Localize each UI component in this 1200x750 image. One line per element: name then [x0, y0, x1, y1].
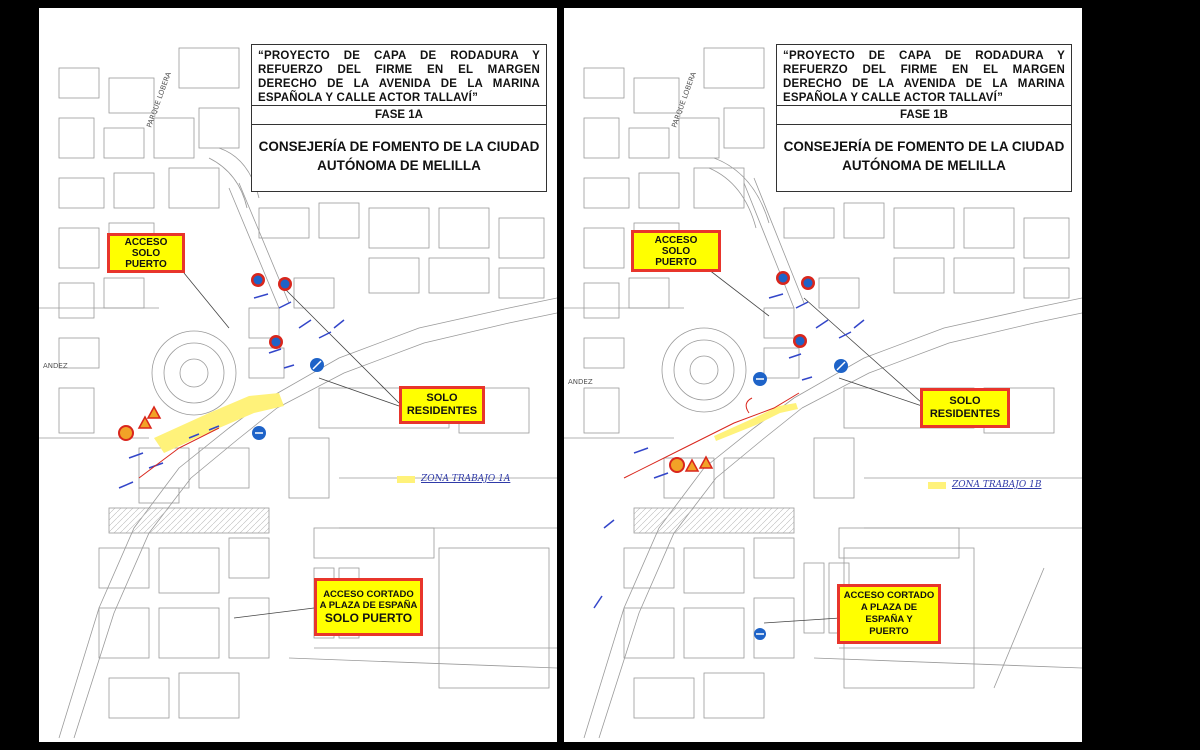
- agency-name: [252, 125, 546, 175]
- callout-port-access: [631, 230, 721, 272]
- work-zone-swatch: [928, 482, 946, 489]
- agency-name: [777, 125, 1071, 175]
- callout-text: SOLO: [949, 395, 981, 407]
- roadworks-warning-sign-icon: [670, 457, 712, 472]
- work-zone-legend: [928, 480, 1041, 490]
- work-zone-area: [714, 403, 798, 441]
- callout-residents-only: [399, 386, 485, 424]
- closure-line: [624, 393, 799, 478]
- callout-text: ESPAÑA Y: [865, 614, 913, 625]
- work-zone-area: [154, 393, 284, 453]
- map-panel-fase-1a: [39, 8, 557, 742]
- street-label: ANDEZ: [43, 362, 68, 370]
- map-panel-fase-1b: [564, 8, 1082, 742]
- callout-text: RESIDENTES: [929, 408, 1001, 420]
- street-label: PARQUE LOBERA: [145, 71, 173, 129]
- callout-text: RESIDENTES: [406, 405, 478, 417]
- callout-plaza-closed: [314, 578, 423, 636]
- title-block: [776, 44, 1072, 192]
- roadworks-warning-sign-icon: [119, 407, 160, 440]
- callout-text: SOLO: [661, 245, 691, 257]
- street-label: PARQUE LOBERA: [670, 71, 698, 129]
- work-zone-legend: [397, 474, 510, 484]
- agency-line-1: CONSEJERÍA DE FOMENTO DE LA CIUDAD: [258, 139, 540, 154]
- work-zone-label: ZONA TRABAJO 1A: [421, 474, 511, 484]
- agency-line-2: AUTÓNOMA DE MELILLA: [317, 158, 481, 173]
- callout-plaza-closed: [837, 584, 941, 644]
- phase-label: FASE 1A: [252, 105, 546, 125]
- callout-pointers: [704, 266, 922, 623]
- callout-text: ACCESO CORTADO: [843, 590, 935, 601]
- callout-port-access: [107, 233, 185, 273]
- callout-text: PUERTO: [655, 256, 697, 268]
- callout-text: SOLO: [131, 247, 161, 259]
- callout-text: ACCESO: [124, 236, 168, 248]
- work-zone-swatch: [397, 476, 415, 483]
- closure-line: [746, 398, 752, 413]
- callout-residents-only: [920, 388, 1010, 428]
- traffic-flow-arrows: [594, 294, 864, 608]
- title-block: [251, 44, 547, 192]
- callout-text: ACCESO: [654, 234, 698, 246]
- callout-text: SOLO: [426, 392, 458, 404]
- callout-text: A PLAZA DE ESPAÑA: [319, 599, 418, 611]
- callout-text: PUERTO: [125, 258, 167, 270]
- callout-text: SOLO PUERTO: [324, 610, 413, 625]
- callout-text: A PLAZA DE: [860, 602, 918, 613]
- project-title: “PROYECTO DE CAPA DE RODADURA Y REFUERZO DEL FIRME EN EL MARGEN DERECHO DE LA AVENIDA DE LA MARINA ESPAÑOLA Y CALLE ACTOR TALLAVÍ”: [783, 50, 1065, 104]
- agency-line-2: AUTÓNOMA DE MELILLA: [842, 158, 1006, 173]
- work-zone-label: ZONA TRABAJO 1B: [952, 480, 1042, 490]
- callout-text: ACCESO CORTADO: [323, 588, 414, 600]
- agency-line-1: CONSEJERÍA DE FOMENTO DE LA CIUDAD: [783, 139, 1065, 154]
- phase-label: FASE 1B: [777, 105, 1071, 125]
- project-title: “PROYECTO DE CAPA DE RODADURA Y REFUERZO DEL FIRME EN EL MARGEN DERECHO DE LA AVENIDA DE LA MARINA ESPAÑOLA Y CALLE ACTOR TALLAVÍ”: [258, 50, 540, 104]
- street-label: ANDEZ: [568, 378, 593, 386]
- callout-text: PUERTO: [869, 626, 909, 637]
- callout-pointers: [184, 273, 399, 618]
